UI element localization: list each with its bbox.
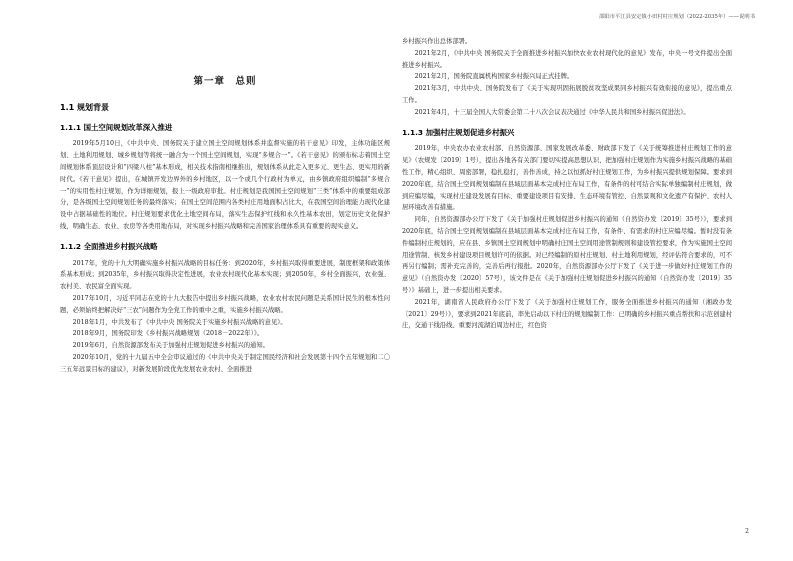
chapter-title: 第一章 总则: [193, 76, 257, 87]
paragraph: 2017年10月，习近平同志在党的十九大报告中提出乡村振兴战略，农业农村农民问题是关系国计民生的根本性问题，必须始终把解决好“三农”问题作为全党工作的重中之重，实施乡村振兴战略。: [60, 294, 390, 314]
subsection-heading: 1.1.2 全面推进乡村振兴战略: [60, 241, 158, 251]
paragraph: 2019年5月10日，《中共中央、国务院关于建立国土空间规划体系并监督实施的若干意见》印发，主体功能区规划、土地利用规划、城乡规划等将统一融合为一个国土空间规划，实现“多规合一”。《若干意见》的颁布标志着国土空间规划体系顶层设计和“四梁八柱”基本形成，相关技术指南相继推出，规划体系从此走入更多元、更生态、更实用的新时代。《若干意见》提出，在城镇开发边界外的乡村地区，以一个或几个行政村为单元，由乡镇政府组织编制“多规合一”的实用性村庄规划，作为详细规划，报上一级政府审批。村庄规划是我国国土空间规划“三类”体系中的重要组成部分，是各级国土空间规划任务的最终落实；在国土空间范围内各类村庄用地面积占比大，在我国空间治理能力现代化建设中占据基础性的地位。村庄规划要求优化土地空间布局，落实生态保护红线和永久性基本农田，划定历史文化保护线，明确生态、农业、农房等各类用地布局，对实现乡村振兴战略和完善国家治理体系具有重要的现实意义。: [60, 140, 390, 230]
paragraph: 2019年6月，自然资源部发布关于加强村庄规划促进乡村振兴的通知。: [72, 342, 269, 350]
paragraph: 2021年，湖南省人民政府办公厅下发了《关于加强村庄规划工作，服务全面推进乡村振兴的通知（湘政办发〔2021〕29号）》，要求到2021年底前，率先启动以下村庄的规划编制工作：已明确的乡村振兴重点帮扶和示范创建村庄，交通干线沿线、重要河流湖泊周边村庄，红色资: [402, 298, 732, 330]
paragraph: 2021年2月，国务院直属机构国家乡村振兴局正式挂牌。: [414, 73, 574, 81]
paragraph: 2021年4月，十三届全国人大常委会第二十八次会议表决通过《中华人民共和国乡村振兴促进法》。: [414, 108, 690, 116]
paragraph: 2021年3月，中共中央、国务院发布了《关于实现巩固拓展脱贫攻坚成果同乡村振兴有效衔接的意见》，提出重点工作。: [402, 85, 732, 104]
paragraph: 乡村振兴作出总体部署。: [402, 38, 472, 45]
page-number: 2: [745, 528, 749, 535]
paragraph: 同年，自然资源部办公厅下发了《关于加强村庄规划促进乡村振兴的通知（自然资办发〔2019〕35号）》，要求到2020年底，结合国土空间规划编制在县域层面基本完成村庄布局工作，有条件、有需求的村庄应编尽编。暂时没有条件编制村庄规划的，应在县、乡镇国土空间规划中明确村庄国土空间用途管制规则和建设管控要求，作为实施国土空间用途管制、核发乡村建设项目规划许可的依据。对已经编制的原村庄规划、村土地利用规划，经评估符合要求的，可不再另行编制；需补充完善的，完善后再行报批。2020年，自然资源部办公厅下发了《关于进一步做好村庄规划工作的意见》（自然资办发〔2020〕57号），该文件是在《关于加强村庄规划促进乡村振兴的通知（自然资办发〔2019〕35号）》基础上，进一步提出相关要求。: [402, 216, 732, 294]
paragraph: 2020年10月，党的十九届五中全会审议通过的《中共中央关于制定国民经济和社会发展第十四个五年规划和二〇三五年远景目标的建议》，对新发展阶段优先发展农业农村、全面推进: [60, 353, 390, 373]
paragraph: 2018年1月，中共发布了《中共中央 国务院关于实施乡村振兴战略的意见》。: [72, 318, 287, 326]
subsection-heading: 1.1.1 国土空间规划改革深入推进: [60, 122, 173, 132]
right-column: [402, 36, 732, 332]
left-column: [60, 36, 390, 376]
running-header: 邵阳市平江县安定镇小田村村庄规划（2022-2035年）——说明书: [599, 14, 755, 20]
paragraph: 2019年，中央农办农业农村部、自然资源部、国家发展改革委、财政部下发了《关于统筹推进村庄规划工作的意见》（农规发〔2019〕1号），提出各地各有关部门要切实提高思想认识，把加强村庄规划作为实施乡村振兴战略的基础性工作，精心组织、周密部署，稳扎稳打，善作善成，持之以恒抓好村庄规划工作，为乡村振兴提供规划保障。要求到2020年底，结合国土空间规划编制在县域层面基本完成村庄布局工作，有条件的村可结合实际单独编制村庄规划，做到应编尽编，实现村庄建设发展有目标、重要建设项目有安排、生态环境有管控、自然景观和文化遗产有保护、农村人居环境改善有措施。: [402, 145, 732, 212]
subsection-heading: 1.1.3 加强村庄规划促进乡村振兴: [402, 127, 515, 137]
paragraph: 2018年9月，国务院印发《乡村振兴战略规划（2018－2022年）》。: [72, 330, 264, 338]
section-heading: 1.1 规划背景: [60, 102, 109, 112]
paragraph: 2021年2月，《中共中央 国务院关于全面推进乡村振兴加快农业农村现代化的意见》发布，中央一号文件提出全面推进乡村振兴。: [402, 49, 732, 69]
paragraph: 2017年，党的十九大明确实施乡村振兴战略的目标任务：到2020年，乡村振兴取得重要进展，制度框架和政策体系基本形成；到2035年，乡村振兴取得决定性进展，农业农村现代化基本实现；到2050年，乡村全面振兴，农业强、农村美、农民富全面实现。: [60, 259, 390, 291]
